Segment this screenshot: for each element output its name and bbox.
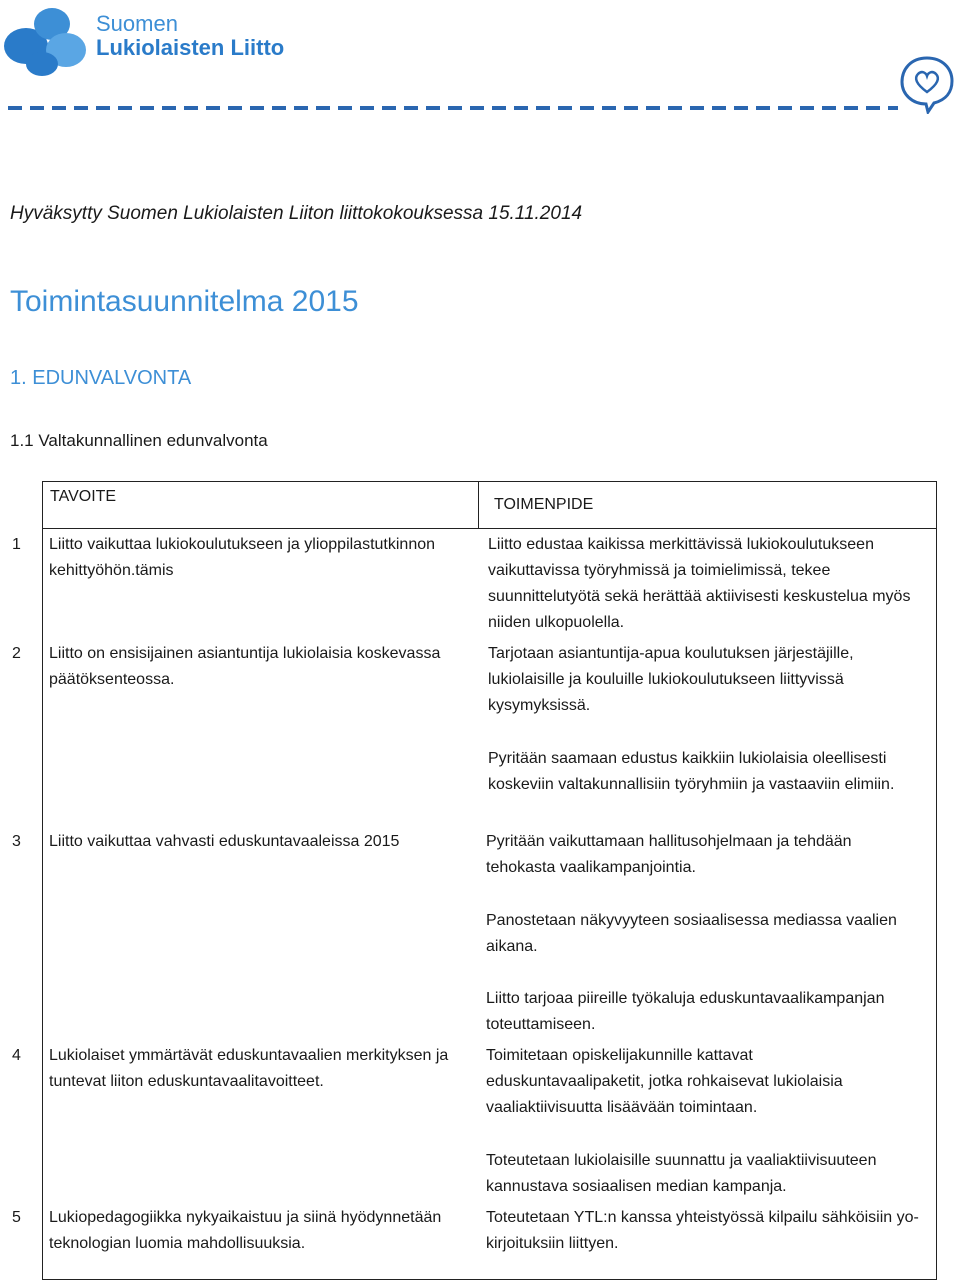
row-number: 3	[12, 833, 21, 850]
action-text: Liitto tarjoaa piireille työkaluja eduskuntavaalikampanjan toteuttamiseen.	[486, 990, 885, 1033]
goal-text: Liitto vaikuttaa lukiokoulutukseen ja ylioppilastutkinnon kehittyöhön.tämis	[49, 536, 436, 579]
row-number: 1	[12, 536, 21, 553]
page-title: Toimintasuunnitelma 2015	[10, 285, 359, 318]
row-number: 2	[12, 645, 21, 662]
action-text: Toteutetaan YTL:n kanssa yhteistyössä kilpailu sähköisiin yo-kirjoituksiin liittyen.	[486, 1209, 919, 1252]
table-header-divider	[42, 528, 937, 529]
logo-line-1: Suomen	[96, 11, 178, 36]
decorative-dashed-divider	[8, 104, 898, 112]
action-text: Liitto edustaa kaikissa merkittävissä lukiokoulutukseen vaikuttavissa työryhmissä ja toimielimissä, tekee suunnittelutyötä sekä herättää aktiivisesti keskustelua myös niiden ulkopuolella.	[488, 536, 911, 631]
goal-text: Liitto vaikuttaa vahvasti eduskuntavaaleissa 2015	[49, 833, 400, 850]
column-header-goal: TAVOITE	[50, 488, 117, 505]
column-header-action: TOIMENPIDE	[494, 496, 594, 513]
goal-text: Lukiolaiset ymmärtävät eduskuntavaalien merkityksen ja tuntevat liiton eduskuntavaalitavoitteet.	[49, 1047, 449, 1090]
row-number: 4	[12, 1047, 21, 1064]
action-text: Pyritään saamaan edustus kaikkiin lukiolaisia oleellisesti koskeviin valtakunnallisiin työryhmiin ja vastaaviin elimiin.	[488, 750, 895, 793]
action-text: Toimitetaan opiskelijakunnille kattavat eduskuntavaalipaketit, jotka rohkaisevat lukiolaisia vaaliaktiivisuutta lisäävään toimintaan.	[486, 1047, 843, 1116]
row-number: 5	[12, 1209, 21, 1226]
section-heading: 1. EDUNVALVONTA	[10, 367, 192, 389]
action-text: Panostetaan näkyvyyteen sosiaalisessa mediassa vaalien aikana.	[486, 912, 897, 955]
subsection-heading: 1.1 Valtakunnallinen edunvalvonta	[10, 431, 268, 450]
brand-logo-text	[96, 12, 284, 60]
logo-line-2: Lukiolaisten Liitto	[96, 35, 285, 60]
goal-text: Liitto on ensisijainen asiantuntija lukiolaisia koskevassa päätöksenteossa.	[49, 645, 441, 688]
action-text: Toteutetaan lukiolaisille suunnattu ja vaaliaktiivisuuteen kannustava sosiaalisen median kampanja.	[486, 1152, 877, 1195]
three-heads-logo-icon	[2, 2, 94, 80]
action-text: Pyritään vaikuttamaan hallitusohjelmaan ja tehdään tehokasta vaalikampanjointia.	[486, 833, 852, 876]
heart-speech-bubble-icon	[898, 54, 956, 114]
table-column-divider	[478, 481, 479, 529]
action-text: Tarjotaan asiantuntija-apua koulutuksen järjestäjille, lukiolaisille ja kouluille lukiokoulutukseen liittyvissä kysymyksissä.	[488, 645, 854, 714]
goal-text: Lukiopedagogiikka nykyaikaistuu ja siinä hyödynnetään teknologian luomia mahdollisuuksia.	[49, 1209, 442, 1252]
approval-subtitle: Hyväksytty Suomen Lukiolaisten Liiton liittokokouksessa 15.11.2014	[10, 203, 583, 224]
